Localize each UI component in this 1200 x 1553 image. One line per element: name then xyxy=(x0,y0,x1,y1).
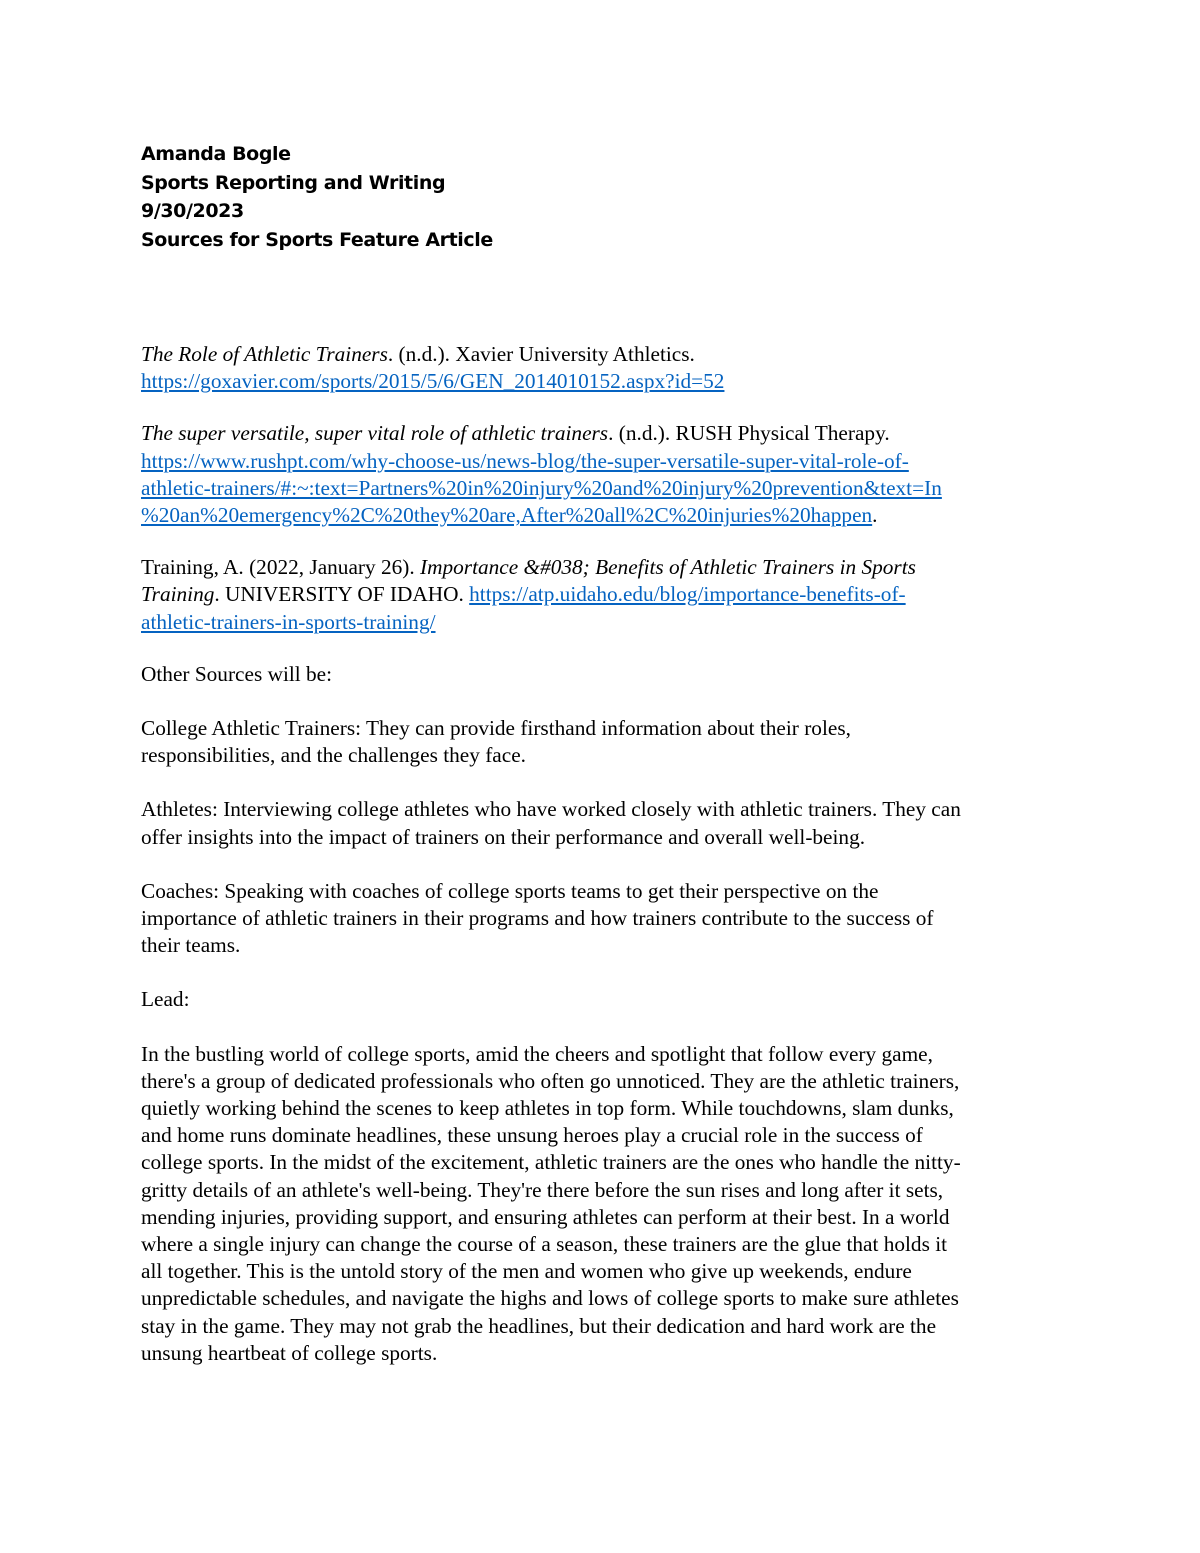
paragraph-line: there's a group of dedicated professionals who often go unnoticed. They are the athletic trainers, xyxy=(141,1068,960,1093)
paragraph-line: unsung heartbeat of college sports. xyxy=(141,1340,438,1365)
reference-title: The super versatile, super vital role of athletic trainers xyxy=(141,421,609,446)
document-header xyxy=(141,140,1071,254)
source-item-athletes xyxy=(141,796,1071,850)
reference-entry xyxy=(141,420,1071,529)
course-name: Sports Reporting and Writing xyxy=(141,171,446,194)
paragraph-line: responsibilities, and the challenges they face. xyxy=(141,743,526,768)
reference-url-link[interactable]: athletic-trainers/#:~:text=Partners%20in%20injury%20and%20injury%20prevention&text=In xyxy=(141,475,942,500)
reference-author-date: Training, A. (2022, January 26). xyxy=(141,555,421,580)
reference-link-line xyxy=(141,368,1071,395)
lead-label xyxy=(141,986,1071,1013)
reference-link-line xyxy=(141,475,1071,502)
paragraph-line: their teams. xyxy=(141,933,241,958)
reference-url-link[interactable]: %20an%20emergency%2C%20they%20are,After%20all%2C%20injuries%20happen xyxy=(141,503,873,528)
source-item-coaches xyxy=(141,878,1071,960)
document-body xyxy=(141,341,1071,1367)
paragraph-line: college sports. In the midst of the excitement, athletic trainers are the ones who handle the nitty- xyxy=(141,1150,961,1175)
source-item-trainers xyxy=(141,715,1071,769)
reference-url-link[interactable]: https://goxavier.com/sports/2015/5/6/GEN_2014010152.aspx?id=52 xyxy=(141,369,725,394)
paragraph-line: College Athletic Trainers: They can provide firsthand information about their roles, xyxy=(141,716,851,741)
reference-entry xyxy=(141,341,1071,395)
reference-source: . (n.d.). RUSH Physical Therapy. xyxy=(608,421,890,446)
reference-link-line xyxy=(141,502,1071,529)
reference-url-tail: . xyxy=(872,503,878,528)
reference-title: Importance &#038; Benefits of Athletic Trainers in Sports xyxy=(420,555,916,580)
document-date: 9/30/2023 xyxy=(141,200,244,222)
reference-entry xyxy=(141,554,1071,636)
reference-url-link[interactable]: https://www.rushpt.com/why-choose-us/news-blog/the-super-versatile-super-vital-role-of- xyxy=(141,448,909,473)
paragraph-line: stay in the game. They may not grab the headlines, but their dedication and hard work are the xyxy=(141,1313,937,1338)
paragraph-line: Athletes: Interviewing college athletes who have worked closely with athletic trainers. They can xyxy=(141,797,961,822)
reference-source: . UNIVERSITY OF IDAHO. xyxy=(214,582,470,607)
reference-citation-line xyxy=(141,420,1071,447)
author-name: Amanda Bogle xyxy=(141,143,291,165)
reference-link-line xyxy=(141,448,1071,475)
paragraph-line: quietly working behind the scenes to keep athletes in top form. While touchdowns, slam dunks, xyxy=(141,1096,954,1121)
document-title: Sources for Sports Feature Article xyxy=(141,228,493,251)
paragraph-line: Lead: xyxy=(141,987,190,1012)
paragraph-line: and home runs dominate headlines, these unsung heroes play a crucial role in the success of xyxy=(141,1123,923,1148)
reference-citation-line xyxy=(141,581,1071,608)
paragraph-line: offer insights into the impact of trainers on their performance and overall well-being. xyxy=(141,824,866,849)
lead-paragraph xyxy=(141,1041,1071,1367)
reference-url-link[interactable]: athletic-trainers-in-sports-training/ xyxy=(141,609,436,634)
reference-link-line xyxy=(141,609,1071,636)
paragraph-line: mending injuries, providing support, and ensuring athletes can perform at their best. In a world xyxy=(141,1204,950,1229)
reference-url-link[interactable]: https://atp.uidaho.edu/blog/importance-benefits-of- xyxy=(469,582,906,607)
reference-title-cont: Training xyxy=(141,582,215,607)
reference-source: . (n.d.). Xavier University Athletics. xyxy=(387,342,695,366)
reference-citation-line xyxy=(141,341,1071,368)
paragraph-line: unpredictable schedules, and navigate the highs and lows of college sports to make sure athletes xyxy=(141,1286,959,1311)
reference-title: The Role of Athletic Trainers xyxy=(141,342,388,366)
paragraph-line: In the bustling world of college sports, amid the cheers and spotlight that follow every game, xyxy=(141,1041,933,1066)
paragraph-line: where a single injury can change the course of a season, these trainers are the glue that holds it xyxy=(141,1232,948,1257)
other-sources-intro xyxy=(141,661,1071,688)
paragraph-line: importance of athletic trainers in their programs and how trainers contribute to the success of xyxy=(141,906,934,931)
paragraph-line: gritty details of an athlete's well-being. They're there before the sun rises and long after it sets, xyxy=(141,1177,944,1202)
paragraph-line: Coaches: Speaking with coaches of college sports teams to get their perspective on the xyxy=(141,878,879,903)
paragraph-line: Other Sources will be: xyxy=(141,661,333,686)
document-page xyxy=(141,140,1071,1394)
paragraph-line: all together. This is the untold story of the men and women who give up weekends, endure xyxy=(141,1259,912,1284)
reference-citation-line xyxy=(141,554,1071,581)
